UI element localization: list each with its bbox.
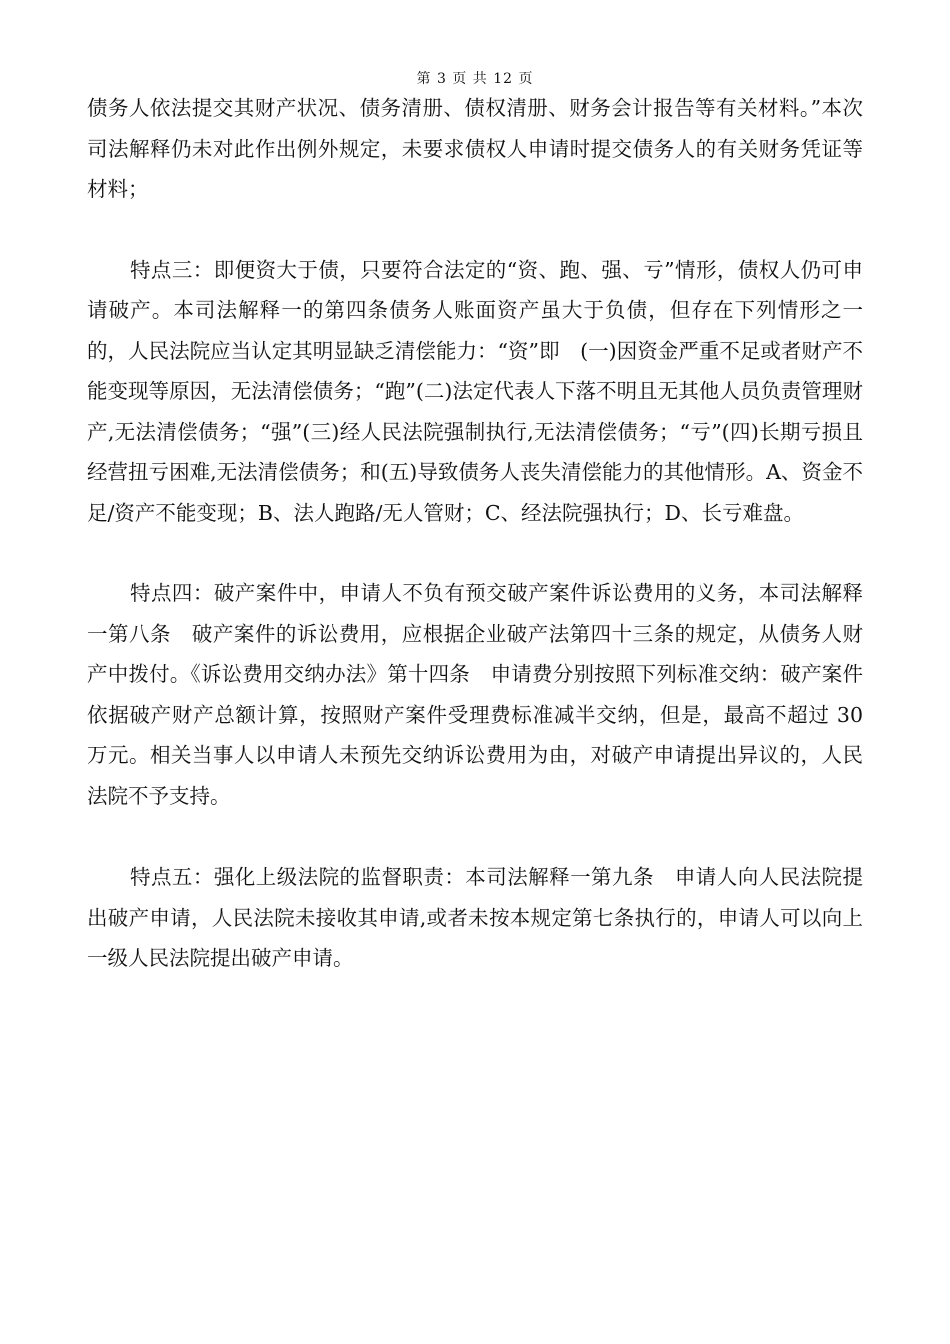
page-number-header: 第 3 页 共 12 页	[416, 71, 534, 87]
paragraph-feature-five: 特点五：强化上级法院的监督职责：本司法解释一第九条 申请人向人民法院提出破产申请，人民法院未接收其申请,或者未按本规定第七条执行的，申请人可以向上一级人民法院提出破产申请。	[87, 865, 863, 970]
document-body	[87, 88, 863, 979]
paragraph-feature-four: 特点四：破产案件中，申请人不负有预交破产案件诉讼费用的义务，本司法解释一第八条 破产案件的诉讼费用，应根据企业破产法第四十三条的规定，从债务人财产中拨付。《诉讼费用交纳办法》第十四条 申请费分别按照下列标准交纳：破产案件依据破产财产总额计算，按照财产案件受理费标准减半交纳，但是，最高不超过 30 万元。相关当事人以申请人未预先交纳诉讼费用为由，对破产申请提出异议的，人民法院不予支持。	[87, 581, 863, 808]
paragraph-continuation: 债务人依法提交其财产状况、债务清册、债权清册、财务会计报告等有关材料。”本次司法解释仍未对此作出例外规定，未要求债权人申请时提交债务人的有关财务凭证等材料；	[87, 96, 863, 201]
paragraph-feature-three: 特点三：即便资大于债，只要符合法定的“资、跑、强、亏”情形，债权人仍可申请破产。本司法解释一的第四条债务人账面资产虽大于负债，但存在下列情形之一的，人民法院应当认定其明显缺乏清偿能力：“资”即 (一)因资金严重不足或者财产不能变现等原因，无法清偿债务；“跑”(二)法定代表人下落不明且无其他人员负责管理财产,无法清偿债务；“强”(三)经人民法院强制执行,无法清偿债务；“亏”(四)长期亏损且经营扭亏困难,无法清偿债务；和(五)导致债务人丧失清偿能力的其他情形。A、资金不足/资产不能变现；B、法人跑路/无人管财；C、经法院强执行；D、长亏难盘。	[87, 257, 863, 525]
